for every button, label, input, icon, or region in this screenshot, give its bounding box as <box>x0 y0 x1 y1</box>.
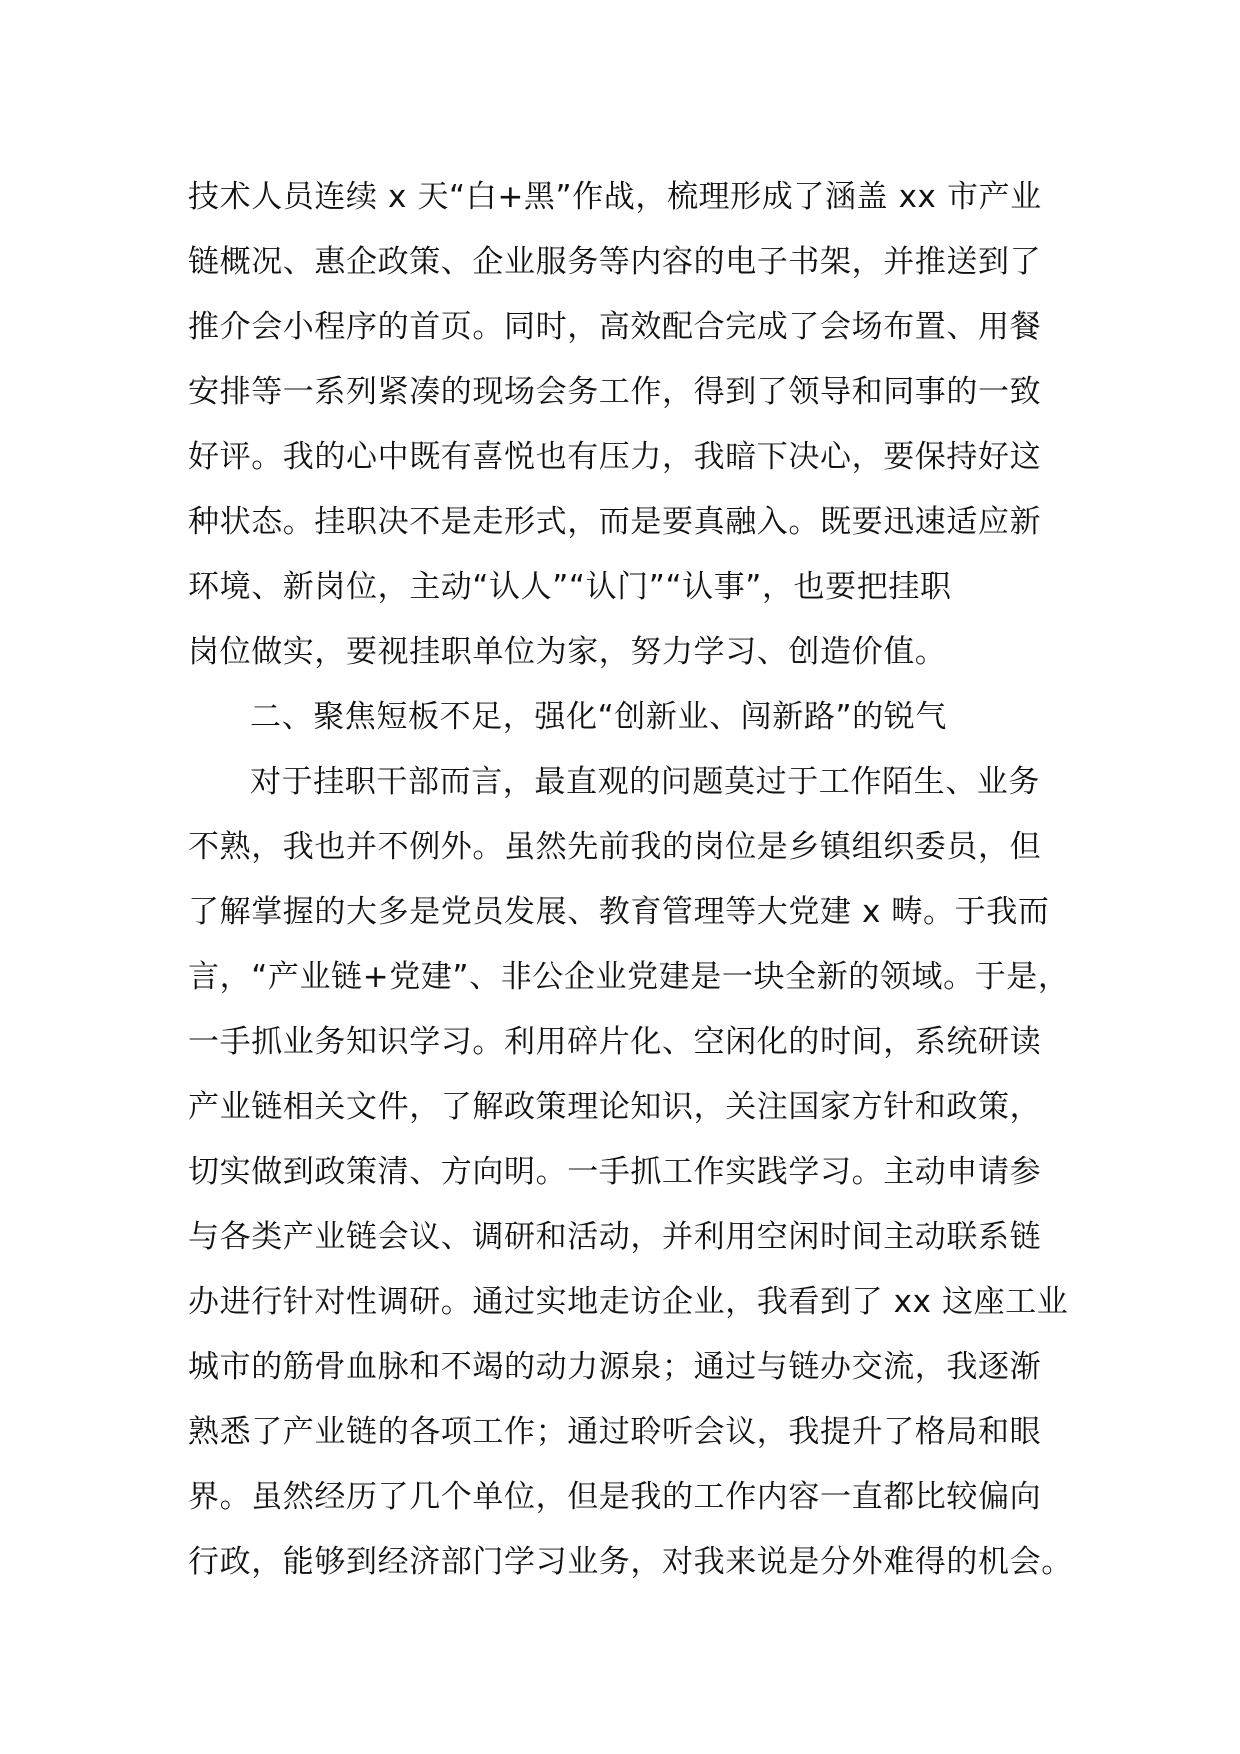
body-text <box>188 165 1073 1595</box>
text-line: 切实做到政策清、方向明。一手抓工作实践学习。主动申请参 <box>188 1154 1042 1190</box>
text-line: 界。虽然经历了几个单位，但是我的工作内容一直都比较偏向 <box>188 1479 1042 1515</box>
text-line: 城市的筋骨血脉和不竭的动力源泉；通过与链办交流，我逐渐 <box>188 1349 1042 1385</box>
text-line: 与各类产业链会议、调研和活动，并利用空闲时间主动联系链 <box>188 1219 1042 1255</box>
text-line: 产业链相关文件，了解政策理论知识，关注国家方针和政策， <box>188 1089 1042 1125</box>
text-line: 办进行针对性调研。通过实地走访企业，我看到了 xx 这座工业 <box>188 1284 1069 1320</box>
text-line: 行政，能够到经济部门学习业务，对我来说是分外难得的机会。 <box>188 1544 1073 1580</box>
text-line: 对于挂职干部而言，最直观的问题莫过于工作陌生、业务 <box>250 764 1040 800</box>
text-line: 技术人员连续 x 天“白+黑”作战，梳理形成了涵盖 xx 市产业 <box>188 179 1042 215</box>
text-line: 环境、新岗位，主动“认人”“认门”“认事”，也要把挂职 <box>188 569 952 605</box>
text-line: 熟悉了产业链的各项工作；通过聆听会议，我提升了格局和眼 <box>188 1414 1042 1450</box>
text-line: 言，“产业链+党建”、非公企业党建是一块全新的领域。于是， <box>188 959 1070 995</box>
text-line: 安排等一系列紧凑的现场会务工作，得到了领导和同事的一致 <box>188 374 1042 410</box>
text-line: 一手抓业务知识学习。利用碎片化、空闲化的时间，系统研读 <box>188 1024 1042 1060</box>
text-line: 推介会小程序的首页。同时，高效配合完成了会场布置、用餐 <box>188 309 1042 345</box>
text-line: 岗位做实，要视挂职单位为家，努力学习、创造价值。 <box>188 634 947 670</box>
text-line: 好评。我的心中既有喜悦也有压力，我暗下决心，要保持好这 <box>188 439 1042 475</box>
text-line: 了解掌握的大多是党员发展、教育管理等大党建 x 畴。于我而 <box>188 894 1050 930</box>
section-heading: 二、聚焦短板不足，强化“创新业、闯新路”的锐气 <box>250 699 947 735</box>
text-line: 链概况、惠企政策、企业服务等内容的电子书架，并推送到了 <box>188 244 1042 280</box>
text-line: 不熟，我也并不例外。虽然先前我的岗位是乡镇组织委员，但 <box>188 829 1042 865</box>
text-line: 种状态。挂职决不是走形式，而是要真融入。既要迅速适应新 <box>188 504 1042 540</box>
